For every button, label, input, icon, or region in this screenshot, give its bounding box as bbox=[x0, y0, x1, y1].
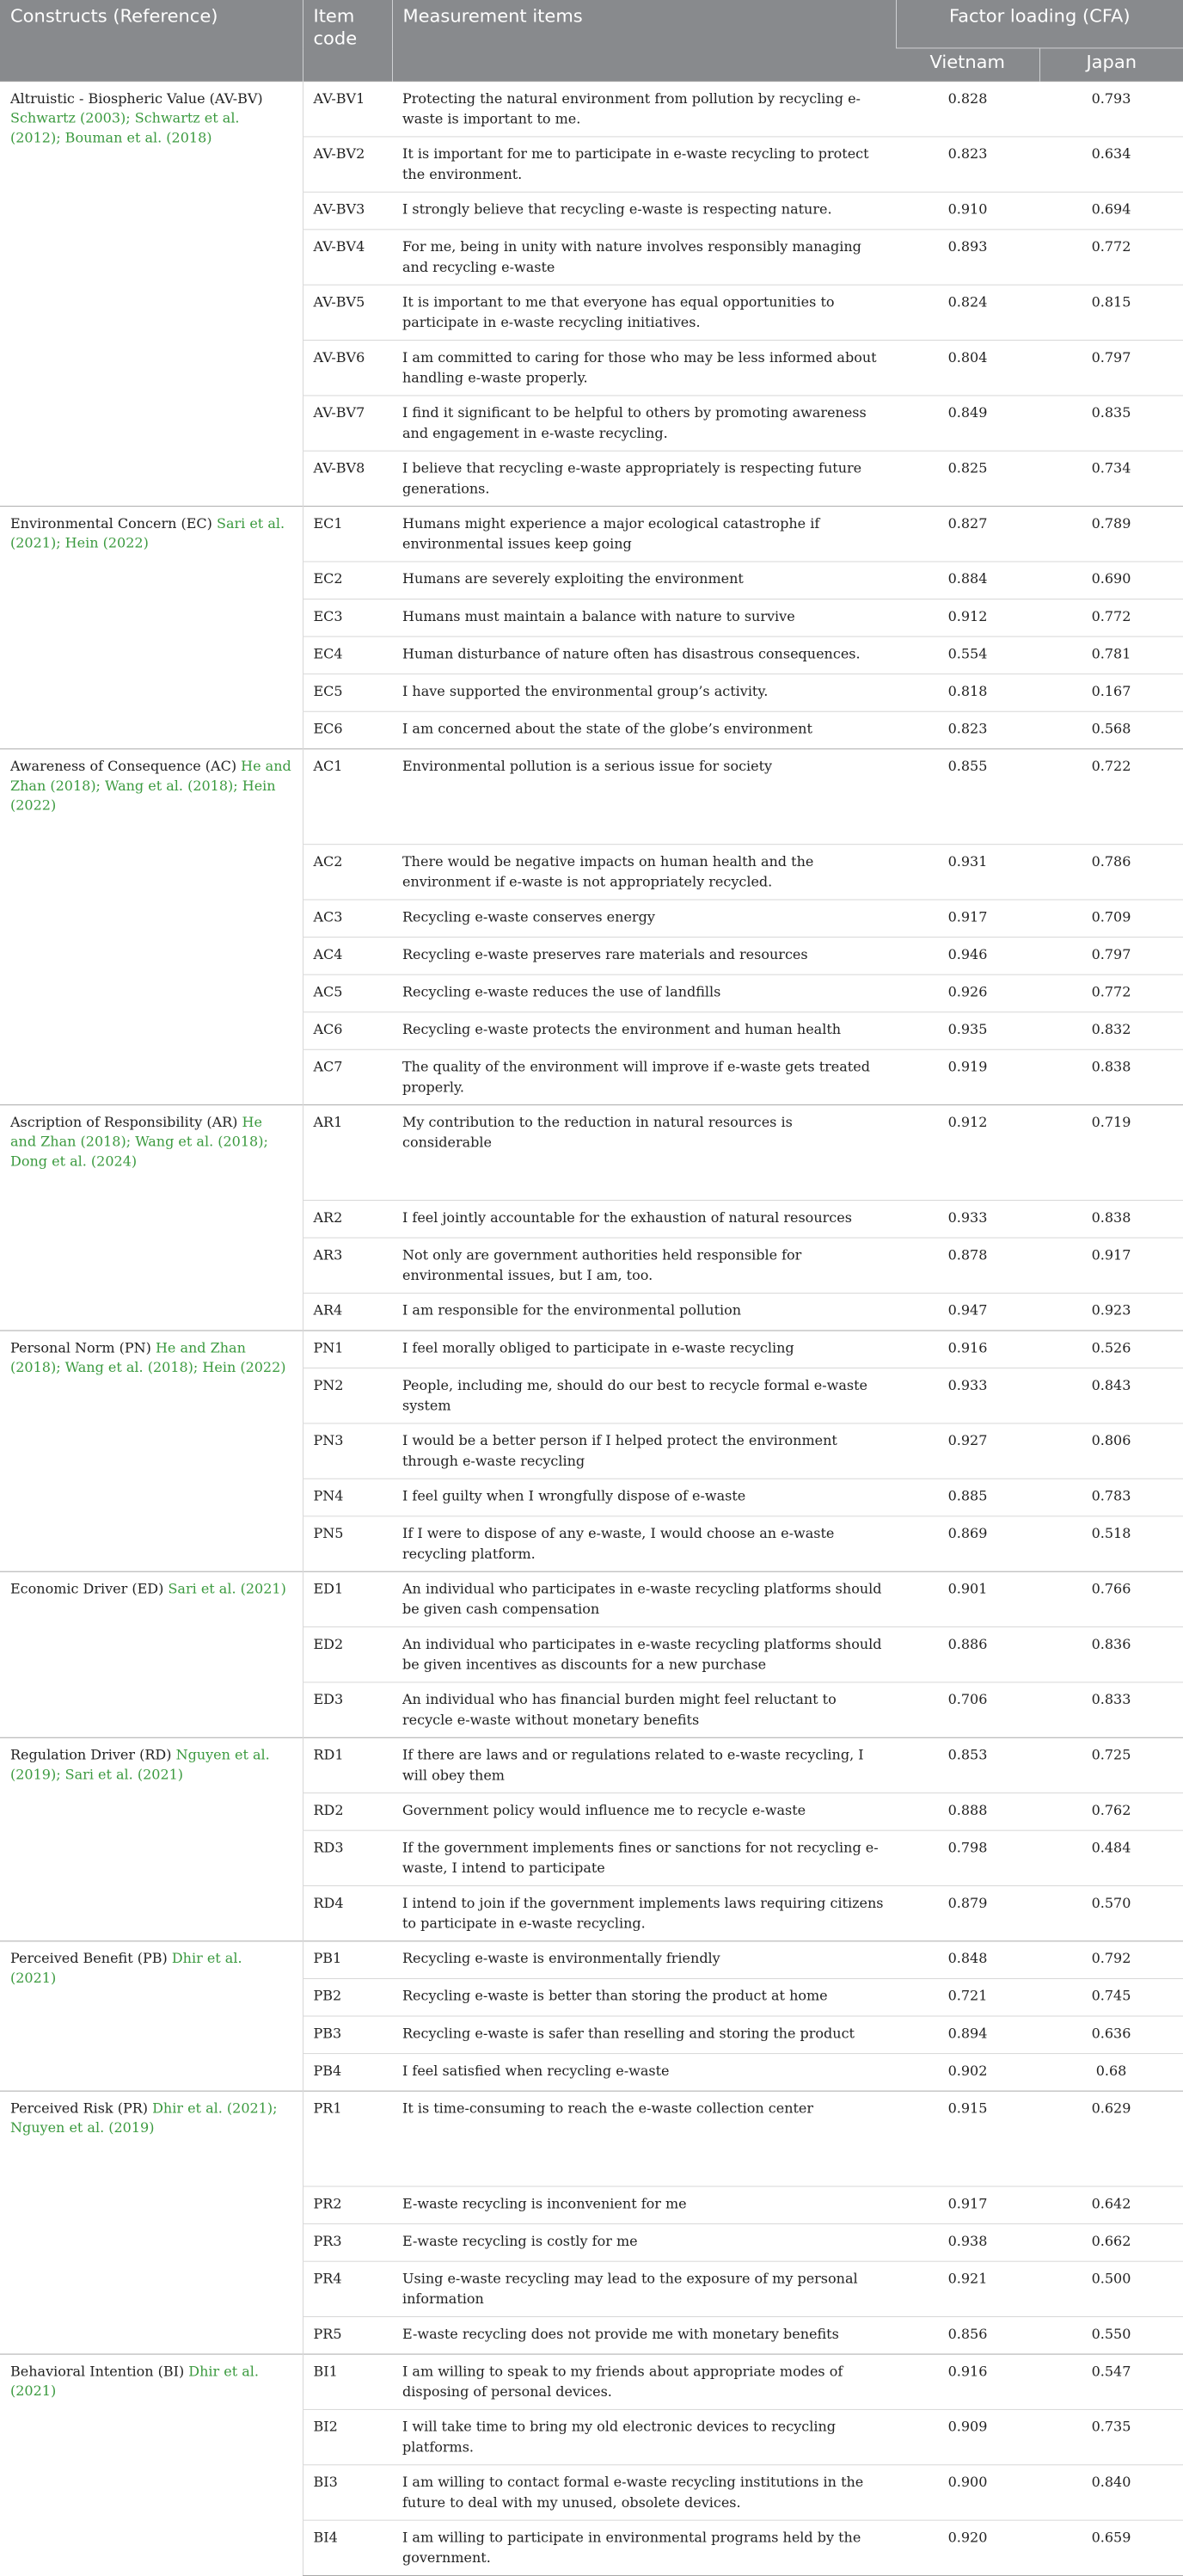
loading-vietnam: 0.910 bbox=[896, 192, 1039, 230]
loading-vietnam: 0.946 bbox=[896, 938, 1039, 975]
item-code: AV-BV7 bbox=[303, 396, 392, 451]
loading-vietnam: 0.885 bbox=[896, 1479, 1039, 1516]
loading-vietnam: 0.721 bbox=[896, 1978, 1039, 2016]
loading-japan: 0.526 bbox=[1039, 1331, 1183, 1368]
item-code: RD2 bbox=[303, 1793, 392, 1831]
loading-japan: 0.68 bbox=[1039, 2054, 1183, 2092]
loading-vietnam: 0.912 bbox=[896, 1105, 1039, 1201]
construct-cell bbox=[0, 1941, 303, 2091]
loading-japan: 0.838 bbox=[1039, 1049, 1183, 1104]
loading-vietnam: 0.823 bbox=[896, 711, 1039, 749]
item-code: AR4 bbox=[303, 1293, 392, 1331]
item-code: AC2 bbox=[303, 845, 392, 900]
item-code: ED1 bbox=[303, 1571, 392, 1626]
construct-name: Environmental Concern (EC) bbox=[10, 515, 217, 532]
item-code: EC3 bbox=[303, 599, 392, 637]
loading-japan: 0.836 bbox=[1039, 1627, 1183, 1682]
measurement-item: An individual who participates in e-waste recycling platforms should be given incentives as discounts for a new purchase bbox=[392, 1627, 896, 1682]
loading-japan: 0.772 bbox=[1039, 974, 1183, 1012]
item-code: PN1 bbox=[303, 1331, 392, 1368]
measurement-item: Humans are severely exploiting the environment bbox=[392, 562, 896, 599]
loading-japan: 0.722 bbox=[1039, 749, 1183, 845]
loading-vietnam: 0.938 bbox=[896, 2224, 1039, 2262]
measurement-item: If the government implements fines or sanctions for not recycling e-waste, I intend to participate bbox=[392, 1830, 896, 1885]
loading-vietnam: 0.818 bbox=[896, 674, 1039, 712]
item-code: PR5 bbox=[303, 2317, 392, 2355]
loading-vietnam: 0.828 bbox=[896, 82, 1039, 137]
loading-japan: 0.662 bbox=[1039, 2224, 1183, 2262]
loading-vietnam: 0.855 bbox=[896, 749, 1039, 845]
measurement-item: Environmental pollution is a serious issue for society bbox=[392, 749, 896, 845]
measurement-item: Using e-waste recycling may lead to the exposure of my personal information bbox=[392, 2261, 896, 2316]
item-code: PB2 bbox=[303, 1978, 392, 2016]
measurement-item: Government policy would influence me to recycle e-waste bbox=[392, 1793, 896, 1831]
construct-cell bbox=[0, 2091, 303, 2354]
measurement-item: I feel jointly accountable for the exhaustion of natural resources bbox=[392, 1201, 896, 1239]
table-row bbox=[0, 1331, 1183, 1368]
loading-japan: 0.568 bbox=[1039, 711, 1183, 749]
item-code: PR3 bbox=[303, 2224, 392, 2262]
loading-japan: 0.745 bbox=[1039, 1978, 1183, 2016]
measurement-item: I am willing to contact formal e-waste recycling institutions in the future to deal with my unused, obsolete devices. bbox=[392, 2465, 896, 2520]
measurement-item: There would be negative impacts on human health and the environment if e-waste is not appropriately recycled. bbox=[392, 845, 896, 900]
loading-japan: 0.500 bbox=[1039, 2261, 1183, 2316]
loading-vietnam: 0.935 bbox=[896, 1012, 1039, 1050]
loading-japan: 0.762 bbox=[1039, 1793, 1183, 1831]
construct-reference-link[interactable]: Nguyen et al. (2019); Sari et al. (2021) bbox=[10, 1746, 270, 1783]
loading-japan: 0.838 bbox=[1039, 1201, 1183, 1239]
loading-japan: 0.843 bbox=[1039, 1368, 1183, 1423]
construct-reference-link[interactable]: He and Zhan (2018); Wang et al. (2018); Hein (2022) bbox=[10, 758, 291, 814]
item-code: AC3 bbox=[303, 900, 392, 938]
loading-vietnam: 0.554 bbox=[896, 636, 1039, 674]
loading-japan: 0.518 bbox=[1039, 1516, 1183, 1571]
table-row bbox=[0, 82, 1183, 137]
item-code: AV-BV2 bbox=[303, 137, 392, 192]
header-factor-loading: Factor loading (CFA) bbox=[896, 0, 1183, 48]
construct-name: Perceived Risk (PR) bbox=[10, 2100, 153, 2117]
item-code: AC6 bbox=[303, 1012, 392, 1050]
table-body bbox=[0, 82, 1183, 2576]
item-code: AV-BV5 bbox=[303, 285, 392, 340]
loading-vietnam: 0.902 bbox=[896, 2054, 1039, 2092]
loading-japan: 0.735 bbox=[1039, 2409, 1183, 2464]
loading-japan: 0.570 bbox=[1039, 1886, 1183, 1941]
loading-japan: 0.547 bbox=[1039, 2354, 1183, 2409]
item-code: PN2 bbox=[303, 1368, 392, 1423]
loading-vietnam: 0.926 bbox=[896, 974, 1039, 1012]
item-code: PN4 bbox=[303, 1479, 392, 1516]
construct-name: Behavioral Intention (BI) bbox=[10, 2363, 189, 2380]
loading-japan: 0.833 bbox=[1039, 1682, 1183, 1737]
item-code: AV-BV6 bbox=[303, 341, 392, 396]
loading-vietnam: 0.823 bbox=[896, 137, 1039, 192]
measurement-item: Recycling e-waste is better than storing the product at home bbox=[392, 1978, 896, 2016]
measurement-item: I am committed to caring for those who may be less informed about handling e-waste properly. bbox=[392, 341, 896, 396]
header-item-code: Item code bbox=[303, 0, 392, 82]
loading-japan: 0.167 bbox=[1039, 674, 1183, 712]
loading-japan: 0.690 bbox=[1039, 562, 1183, 599]
measurement-item: E-waste recycling is costly for me bbox=[392, 2224, 896, 2262]
loading-vietnam: 0.856 bbox=[896, 2317, 1039, 2355]
loading-vietnam: 0.878 bbox=[896, 1238, 1039, 1293]
loading-vietnam: 0.933 bbox=[896, 1368, 1039, 1423]
item-code: AC1 bbox=[303, 749, 392, 845]
item-code: PB3 bbox=[303, 2016, 392, 2054]
loading-japan: 0.923 bbox=[1039, 1293, 1183, 1331]
measurement-item: I am willing to participate in environmental programs held by the government. bbox=[392, 2520, 896, 2575]
measurement-item: It is time-consuming to reach the e-waste collection center bbox=[392, 2091, 896, 2186]
measurement-item: Recycling e-waste conserves energy bbox=[392, 900, 896, 938]
table-row bbox=[0, 2354, 1183, 2409]
loading-japan: 0.725 bbox=[1039, 1737, 1183, 1792]
loading-vietnam: 0.921 bbox=[896, 2261, 1039, 2316]
loading-vietnam: 0.919 bbox=[896, 1049, 1039, 1104]
construct-cell bbox=[0, 1737, 303, 1941]
loading-japan: 0.917 bbox=[1039, 1238, 1183, 1293]
loading-japan: 0.636 bbox=[1039, 2016, 1183, 2054]
construct-name: Perceived Benefit (PB) bbox=[10, 1950, 172, 1967]
loading-vietnam: 0.916 bbox=[896, 2354, 1039, 2409]
measurement-item: I feel guilty when I wrongfully dispose of e-waste bbox=[392, 1479, 896, 1516]
measurement-item: I would be a better person if I helped protect the environment through e-waste recycling bbox=[392, 1423, 896, 1479]
construct-name: Personal Norm (PN) bbox=[10, 1339, 156, 1356]
construct-cell bbox=[0, 1571, 303, 1737]
table-row bbox=[0, 1571, 1183, 1626]
loading-japan: 0.840 bbox=[1039, 2465, 1183, 2520]
item-code: AV-BV3 bbox=[303, 192, 392, 230]
loading-vietnam: 0.798 bbox=[896, 1830, 1039, 1885]
item-code: EC1 bbox=[303, 507, 392, 562]
loading-japan: 0.815 bbox=[1039, 285, 1183, 340]
loading-vietnam: 0.917 bbox=[896, 900, 1039, 938]
loading-japan: 0.772 bbox=[1039, 230, 1183, 285]
measurement-item: If there are laws and or regulations related to e-waste recycling, I will obey them bbox=[392, 1737, 896, 1792]
item-code: PN3 bbox=[303, 1423, 392, 1479]
construct-reference-link[interactable]: Sari et al. (2021) bbox=[168, 1580, 286, 1597]
construct-reference-link[interactable]: Sari et al. (2021); Hein (2022) bbox=[10, 515, 285, 551]
table-row bbox=[0, 507, 1183, 562]
loading-vietnam: 0.879 bbox=[896, 1886, 1039, 1941]
loading-vietnam: 0.888 bbox=[896, 1793, 1039, 1831]
loading-vietnam: 0.825 bbox=[896, 451, 1039, 506]
table-row bbox=[0, 2091, 1183, 2186]
loading-vietnam: 0.848 bbox=[896, 1941, 1039, 1979]
loading-japan: 0.709 bbox=[1039, 900, 1183, 938]
loading-japan: 0.797 bbox=[1039, 341, 1183, 396]
item-code: AR1 bbox=[303, 1105, 392, 1201]
header-japan: Japan bbox=[1039, 48, 1183, 82]
header-vietnam: Vietnam bbox=[896, 48, 1039, 82]
measurement-item: It is important for me to participate in e-waste recycling to protect the environment. bbox=[392, 137, 896, 192]
measurement-item: I will take time to bring my old electronic devices to recycling platforms. bbox=[392, 2409, 896, 2464]
item-code: AC7 bbox=[303, 1049, 392, 1104]
construct-reference-link[interactable]: He and Zhan (2018); Wang et al. (2018); Hein (2022) bbox=[10, 1339, 286, 1375]
item-code: BI4 bbox=[303, 2520, 392, 2575]
measurement-item: For me, being in unity with nature involves responsibly managing and recycling e-waste bbox=[392, 230, 896, 285]
loading-japan: 0.629 bbox=[1039, 2091, 1183, 2186]
measurement-item: Not only are government authorities held responsible for environmental issues, but I am, too. bbox=[392, 1238, 896, 1293]
measurement-item: If I were to dispose of any e-waste, I would choose an e-waste recycling platform. bbox=[392, 1516, 896, 1571]
loading-vietnam: 0.947 bbox=[896, 1293, 1039, 1331]
construct-cell bbox=[0, 1105, 303, 1331]
construct-name: Economic Driver (ED) bbox=[10, 1580, 169, 1597]
loading-japan: 0.781 bbox=[1039, 636, 1183, 674]
loading-vietnam: 0.909 bbox=[896, 2409, 1039, 2464]
item-code: RD4 bbox=[303, 1886, 392, 1941]
item-code: EC6 bbox=[303, 711, 392, 749]
loading-japan: 0.793 bbox=[1039, 82, 1183, 137]
loading-vietnam: 0.827 bbox=[896, 507, 1039, 562]
measurement-item: I am concerned about the state of the globe’s environment bbox=[392, 711, 896, 749]
measurement-item: People, including me, should do our best to recycle formal e-waste system bbox=[392, 1368, 896, 1423]
loading-japan: 0.772 bbox=[1039, 599, 1183, 637]
loading-vietnam: 0.915 bbox=[896, 2091, 1039, 2186]
item-code: PR4 bbox=[303, 2261, 392, 2316]
item-code: ED3 bbox=[303, 1682, 392, 1737]
loading-japan: 0.734 bbox=[1039, 451, 1183, 506]
loading-vietnam: 0.917 bbox=[896, 2186, 1039, 2224]
construct-reference-link[interactable]: Schwartz (2003); Schwartz et al. (2012); Bouman et al. (2018) bbox=[10, 109, 240, 146]
measurement-item: Recycling e-waste is safer than reselling and storing the product bbox=[392, 2016, 896, 2054]
item-code: RD1 bbox=[303, 1737, 392, 1792]
measurement-item: E-waste recycling is inconvenient for me bbox=[392, 2186, 896, 2224]
loading-japan: 0.786 bbox=[1039, 845, 1183, 900]
measurement-item: E-waste recycling does not provide me with monetary benefits bbox=[392, 2317, 896, 2355]
construct-name: Ascription of Responsibility (AR) bbox=[10, 1114, 242, 1130]
measurement-item: I intend to join if the government implements laws requiring citizens to participate in e-waste recycling. bbox=[392, 1886, 896, 1941]
item-code: AC4 bbox=[303, 938, 392, 975]
loading-vietnam: 0.894 bbox=[896, 2016, 1039, 2054]
construct-cell bbox=[0, 82, 303, 507]
loading-japan: 0.634 bbox=[1039, 137, 1183, 192]
item-code: PB4 bbox=[303, 2054, 392, 2092]
loading-japan: 0.550 bbox=[1039, 2317, 1183, 2355]
measurement-item: Protecting the natural environment from pollution by recycling e-waste is important to me. bbox=[392, 82, 896, 137]
header-constructs: Constructs (Reference) bbox=[0, 0, 303, 82]
table-row bbox=[0, 1941, 1183, 1979]
loading-japan: 0.694 bbox=[1039, 192, 1183, 230]
measurement-item: My contribution to the reduction in natural resources is considerable bbox=[392, 1105, 896, 1201]
loading-vietnam: 0.849 bbox=[896, 396, 1039, 451]
measurement-item: I find it significant to be helpful to others by promoting awareness and engagement in e-waste recycling. bbox=[392, 396, 896, 451]
loading-japan: 0.766 bbox=[1039, 1571, 1183, 1626]
construct-cell bbox=[0, 2354, 303, 2575]
loading-vietnam: 0.912 bbox=[896, 599, 1039, 637]
item-code: PR1 bbox=[303, 2091, 392, 2186]
measurement-item: Human disturbance of nature often has disastrous consequences. bbox=[392, 636, 896, 674]
construct-cell bbox=[0, 749, 303, 1105]
item-code: AR2 bbox=[303, 1201, 392, 1239]
construct-name: Awareness of Consequence (AC) bbox=[10, 758, 242, 774]
item-code: EC2 bbox=[303, 562, 392, 599]
loading-vietnam: 0.916 bbox=[896, 1331, 1039, 1368]
measurement-item: I feel morally obliged to participate in e-waste recycling bbox=[392, 1331, 896, 1368]
measurement-item: Recycling e-waste protects the environment and human health bbox=[392, 1012, 896, 1050]
item-code: AR3 bbox=[303, 1238, 392, 1293]
measurement-item: I believe that recycling e-waste appropriately is respecting future generations. bbox=[392, 451, 896, 506]
loading-vietnam: 0.824 bbox=[896, 285, 1039, 340]
loading-japan: 0.789 bbox=[1039, 507, 1183, 562]
measurement-item: The quality of the environment will improve if e-waste gets treated properly. bbox=[392, 1049, 896, 1104]
loading-vietnam: 0.900 bbox=[896, 2465, 1039, 2520]
measurement-item: Recycling e-waste reduces the use of landfills bbox=[392, 974, 896, 1012]
loading-japan: 0.783 bbox=[1039, 1479, 1183, 1516]
measurement-item: An individual who has financial burden might feel reluctant to recycle e-waste without monetary benefits bbox=[392, 1682, 896, 1737]
loading-vietnam: 0.901 bbox=[896, 1571, 1039, 1626]
loading-japan: 0.719 bbox=[1039, 1105, 1183, 1201]
construct-cell bbox=[0, 507, 303, 749]
loading-vietnam: 0.933 bbox=[896, 1201, 1039, 1239]
item-code: PB1 bbox=[303, 1941, 392, 1979]
construct-cell bbox=[0, 1331, 303, 1571]
measurement-item: I have supported the environmental group’s activity. bbox=[392, 674, 896, 712]
loading-japan: 0.484 bbox=[1039, 1830, 1183, 1885]
measurement-item: Recycling e-waste is environmentally friendly bbox=[392, 1941, 896, 1979]
loading-japan: 0.806 bbox=[1039, 1423, 1183, 1479]
loading-vietnam: 0.931 bbox=[896, 845, 1039, 900]
loading-japan: 0.797 bbox=[1039, 938, 1183, 975]
item-code: EC4 bbox=[303, 636, 392, 674]
item-code: PR2 bbox=[303, 2186, 392, 2224]
measurement-item: I feel satisfied when recycling e-waste bbox=[392, 2054, 896, 2092]
item-code: AV-BV8 bbox=[303, 451, 392, 506]
item-code: AC5 bbox=[303, 974, 392, 1012]
item-code: RD3 bbox=[303, 1830, 392, 1885]
construct-reference-link[interactable]: He and Zhan (2018); Wang et al. (2018); Dong et al. (2024) bbox=[10, 1114, 268, 1170]
loading-japan: 0.832 bbox=[1039, 1012, 1183, 1050]
item-code: PN5 bbox=[303, 1516, 392, 1571]
measurement-item: I am willing to speak to my friends about appropriate modes of disposing of personal devices. bbox=[392, 2354, 896, 2409]
construct-reference-link[interactable]: Dhir et al. (2021); Nguyen et al. (2019) bbox=[10, 2100, 278, 2136]
measurement-item: Humans might experience a major ecological catastrophe if environmental issues keep going bbox=[392, 507, 896, 562]
loading-japan: 0.642 bbox=[1039, 2186, 1183, 2224]
table-row bbox=[0, 1737, 1183, 1792]
measurement-item: Recycling e-waste preserves rare materials and resources bbox=[392, 938, 896, 975]
loading-vietnam: 0.869 bbox=[896, 1516, 1039, 1571]
item-code: AV-BV4 bbox=[303, 230, 392, 285]
item-code: EC5 bbox=[303, 674, 392, 712]
measurement-item: An individual who participates in e-waste recycling platforms should be given cash compensation bbox=[392, 1571, 896, 1626]
measurement-item: It is important to me that everyone has equal opportunities to participate in e-waste recycling initiatives. bbox=[392, 285, 896, 340]
header-measurement-items: Measurement items bbox=[392, 0, 896, 82]
loading-vietnam: 0.920 bbox=[896, 2520, 1039, 2575]
loading-vietnam: 0.804 bbox=[896, 341, 1039, 396]
loading-japan: 0.659 bbox=[1039, 2520, 1183, 2575]
item-code: BI3 bbox=[303, 2465, 392, 2520]
measurement-item: Humans must maintain a balance with nature to survive bbox=[392, 599, 896, 637]
item-code: AV-BV1 bbox=[303, 82, 392, 137]
measurement-item: I am responsible for the environmental pollution bbox=[392, 1293, 896, 1331]
loading-vietnam: 0.853 bbox=[896, 1737, 1039, 1792]
loading-vietnam: 0.706 bbox=[896, 1682, 1039, 1737]
loading-vietnam: 0.893 bbox=[896, 230, 1039, 285]
loading-japan: 0.835 bbox=[1039, 396, 1183, 451]
table-row bbox=[0, 749, 1183, 845]
construct-reference-link[interactable]: Dhir et al. (2021) bbox=[10, 1950, 242, 1986]
loading-vietnam: 0.927 bbox=[896, 1423, 1039, 1479]
loading-japan: 0.792 bbox=[1039, 1941, 1183, 1979]
item-code: BI1 bbox=[303, 2354, 392, 2409]
loading-vietnam: 0.886 bbox=[896, 1627, 1039, 1682]
measurement-item: I strongly believe that recycling e-waste is respecting nature. bbox=[392, 192, 896, 230]
construct-name: Altruistic - Biospheric Value (AV-BV) bbox=[10, 89, 263, 107]
item-code: ED2 bbox=[303, 1627, 392, 1682]
construct-name: Regulation Driver (RD) bbox=[10, 1746, 176, 1763]
table-header bbox=[0, 0, 1183, 82]
item-code: BI2 bbox=[303, 2409, 392, 2464]
loading-vietnam: 0.884 bbox=[896, 562, 1039, 599]
construct-reference-link[interactable]: Dhir et al. (2021) bbox=[10, 2363, 260, 2400]
table-row bbox=[0, 1105, 1183, 1201]
